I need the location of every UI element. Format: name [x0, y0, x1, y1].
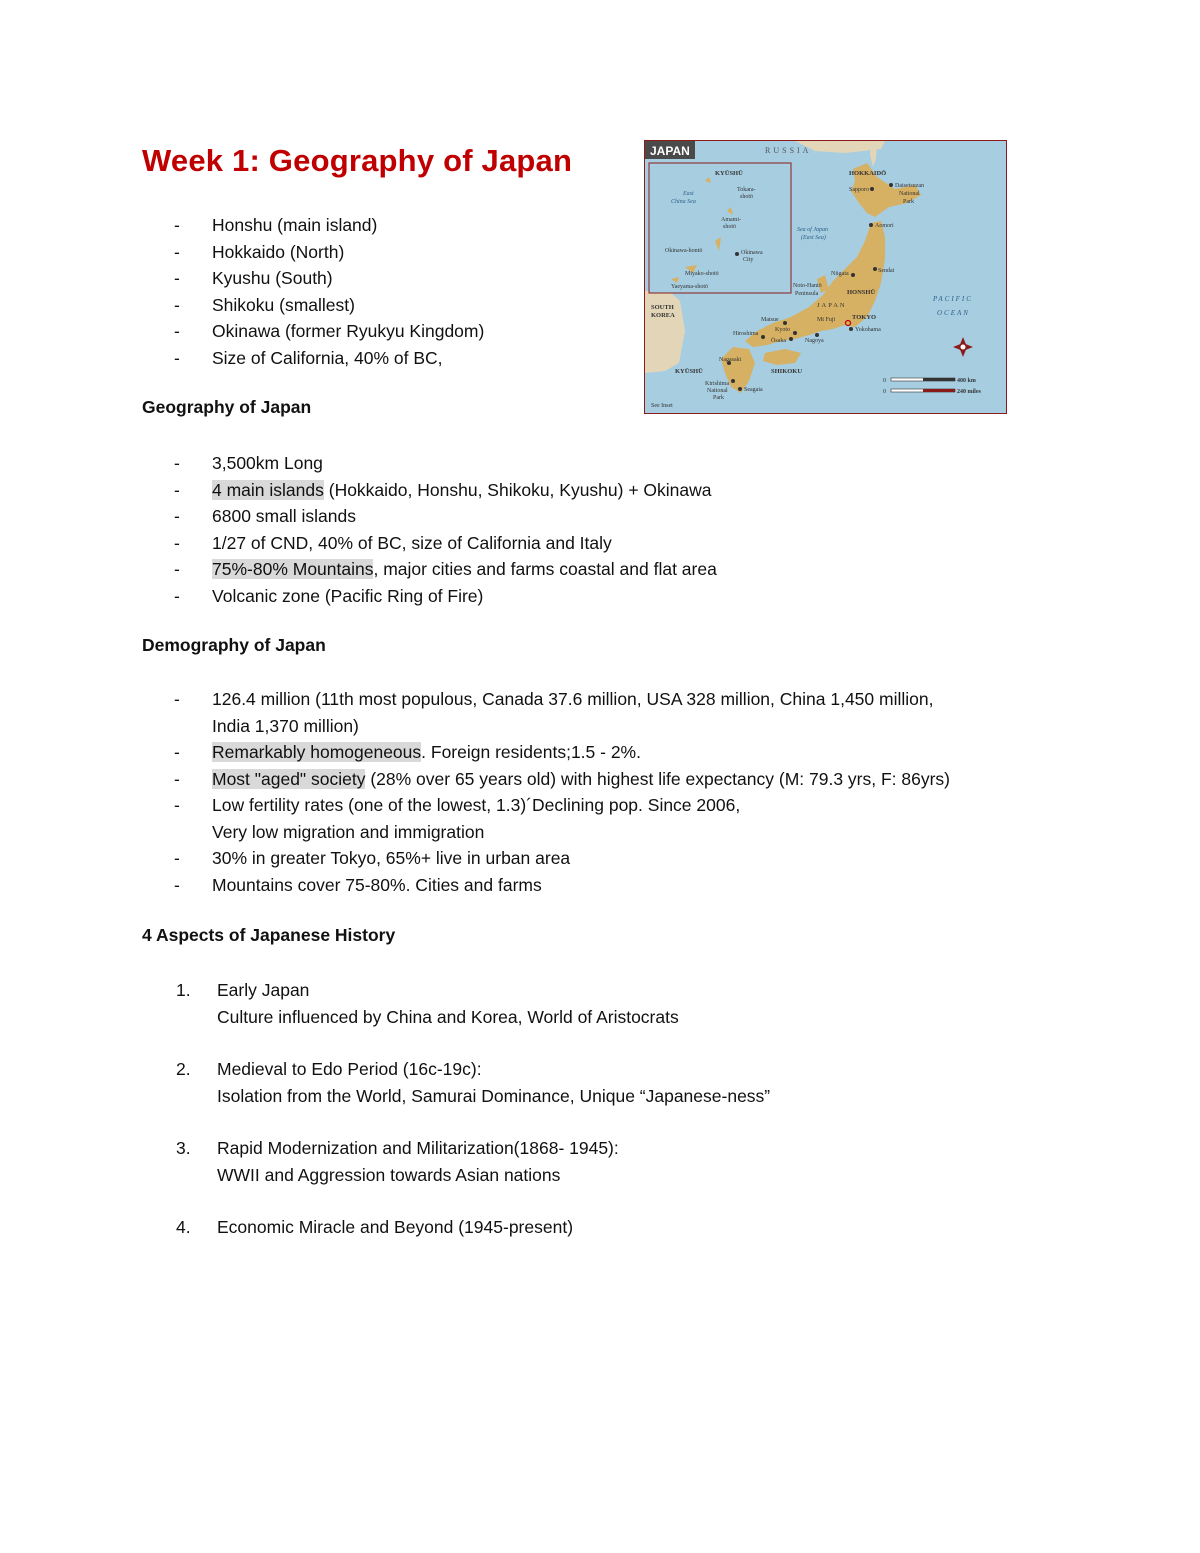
daisetsuzan-label-2: National — [899, 191, 920, 197]
list-item: - Honshu (main island) — [174, 215, 378, 235]
daisetsuzan-label-3: Park — [903, 199, 914, 205]
kirishima-label-1: Kirishima — [705, 381, 729, 387]
list-item: - 6800 small islands — [174, 506, 356, 526]
daisetsuzan-dot — [889, 183, 893, 187]
map-header: JAPAN — [650, 144, 690, 158]
list-item: - 4 main islands (Hokkaido, Honshu, Shikoku, Kyushu) + Okinawa — [174, 479, 712, 500]
islands-list — [142, 212, 484, 371]
geography-heading: Geography of Japan — [142, 397, 312, 417]
history-heading: 4 Aspects of Japanese History — [142, 925, 396, 945]
east-china-sea-label-1: East — [683, 191, 694, 197]
pacific-label-2: OCEAN — [937, 309, 970, 317]
aomori-dot — [869, 223, 873, 227]
daisetsuzan-label-1: Daisetsuzan — [895, 183, 924, 189]
niigata-dot — [851, 273, 855, 277]
russia-label: RUSSIA — [765, 146, 812, 155]
kyoto-label: Kyoto — [775, 327, 790, 333]
list-item: - Mountains cover 75-80%. Cities and farms — [174, 874, 542, 895]
list-item: - Shikoku (smallest) — [174, 294, 355, 315]
history-list — [142, 977, 770, 1267]
seagaia-label: Seagaia — [744, 387, 763, 393]
list-item: 3. Rapid Modernization and Militarization(1868- 1945): WWII and Aggression towards Asian nations — [176, 1138, 619, 1185]
mt-fuji-label: Mt Fuji — [817, 317, 836, 323]
tokara-label-2: shotō — [740, 194, 754, 200]
nagasaki-label: Nagasaki — [719, 357, 742, 363]
sendai-label: Sendai — [878, 268, 895, 274]
svg-text:240 miles: 240 miles — [957, 389, 981, 395]
sea-of-japan-label-2: (East Sea) — [801, 235, 826, 241]
korea-land — [645, 289, 685, 373]
nagoya-label: Nagoya — [805, 338, 824, 344]
okinawa-city-label-1: Okinawa — [741, 250, 763, 256]
japan-country-label: JAPAN — [817, 302, 847, 309]
okinawa-city-dot — [735, 252, 739, 256]
sakhalin-land — [870, 141, 877, 167]
list-item: 1. Early Japan Culture influenced by China and Korea, World of Aristocrats — [176, 980, 679, 1027]
seagaia-dot — [738, 387, 742, 391]
osaka-dot — [789, 337, 793, 341]
list-item: - Volcanic zone (Pacific Ring of Fire) — [174, 585, 484, 606]
osaka-label: Ōsaka — [771, 338, 786, 344]
amami-label-2: shotō — [723, 224, 737, 230]
list-item: - 126.4 million (11th most populous, Canada 37.6 million, USA 328 million, China 1,450 million, India 1,370 million) — [174, 689, 934, 736]
japan-map — [644, 140, 1007, 414]
kirishima-dot — [731, 379, 735, 383]
hiroshima-label: Hiroshima — [733, 331, 759, 337]
svg-text:0: 0 — [883, 389, 886, 395]
kirishima-label-2: National — [707, 388, 728, 394]
yokohama-label: Yokohama — [855, 327, 881, 333]
list-item: - Most "aged" society (28% over 65 years old) with highest life expectancy (M: 79.3 yrs, F: 86yrs) — [174, 768, 951, 789]
compass-icon — [953, 337, 973, 357]
sea-of-japan-label-1: Sea of Japan — [797, 227, 828, 233]
kirishima-label-3: Park — [713, 395, 724, 401]
okinawa-honto-label: Okinawa-hontō — [665, 248, 703, 254]
list-item: - 1/27 of CND, 40% of BC, size of California and Italy — [174, 532, 612, 553]
south-korea-label-2: KOREA — [651, 312, 675, 319]
amami-label-1: Amami- — [721, 217, 741, 223]
list-item: - Size of California, 40% of BC, — [174, 347, 443, 368]
list-item: - 30% in greater Tokyo, 65%+ live in urban area — [174, 848, 571, 868]
yaeyama-label: Yaeyama-shotō — [671, 284, 709, 290]
svg-text:400 km: 400 km — [957, 378, 976, 384]
noto-label-1: Noto-Hantō — [793, 283, 822, 289]
tokyo-label: TOKYO — [852, 314, 877, 321]
pacific-label-1: PACIFIC — [933, 295, 973, 303]
sapporo-label: Sapporo — [849, 187, 869, 193]
hokkaido-label: HOKKAIDŌ — [849, 170, 887, 177]
matsue-dot — [783, 321, 787, 325]
list-item: - 75%-80% Mountains, major cities and farms coastal and flat area — [174, 559, 717, 579]
niigata-label: Niigata — [831, 271, 849, 277]
geography-list — [142, 450, 717, 609]
kyoto-dot — [793, 331, 797, 335]
tokara-label-1: Tokara- — [737, 187, 756, 193]
kyushu-label: KYŪSHŪ — [675, 368, 703, 375]
sapporo-dot — [870, 187, 874, 191]
list-item: - 3,500km Long — [174, 453, 323, 473]
list-item: 4. Economic Miracle and Beyond (1945-present) — [176, 1217, 574, 1237]
shikoku-label: SHIKOKU — [771, 368, 803, 375]
nagoya-dot — [815, 333, 819, 337]
noto-label-2: Peninsula — [795, 291, 819, 297]
matsue-label: Matsue — [761, 317, 779, 323]
list-item: - Remarkably homogeneous. Foreign residents;1.5 - 2%. — [174, 742, 641, 762]
aomori-label: Aomori — [875, 223, 894, 229]
honshu-label: HONSHŪ — [847, 289, 876, 296]
see-inset-label: See Inset — [651, 403, 673, 409]
sendai-dot — [873, 267, 877, 271]
okinawa-city-label-2: City — [743, 257, 754, 263]
hiroshima-dot — [761, 335, 765, 339]
east-china-sea-label-2: China Sea — [671, 199, 696, 205]
list-item: - Hokkaido (North) — [174, 241, 345, 262]
demography-heading: Demography of Japan — [142, 635, 326, 655]
demography-list — [142, 686, 950, 898]
list-item: 2. Medieval to Edo Period (16c-19c): Isolation from the World, Samurai Dominance, Unique “Japanese-ness” — [176, 1059, 771, 1106]
inset-kyushu-label: KYŪSHŪ — [715, 170, 743, 177]
svg-text:0: 0 — [883, 378, 886, 384]
scale-bar — [883, 378, 981, 395]
yokohama-dot — [849, 327, 853, 331]
list-item: - Kyushu (South) — [174, 268, 333, 288]
inset-box — [649, 163, 791, 293]
south-korea-label-1: SOUTH — [651, 304, 674, 311]
miyako-label: Miyako-shotō — [685, 271, 719, 277]
list-item: - Okinawa (former Ryukyu Kingdom) — [174, 321, 485, 341]
list-item: - Low fertility rates (one of the lowest, 1.3)´Declining pop. Since 2006, Very low migration and immigration — [174, 795, 741, 842]
page-title: Week 1: Geography of Japan — [142, 143, 573, 178]
shikoku-land — [763, 349, 801, 365]
